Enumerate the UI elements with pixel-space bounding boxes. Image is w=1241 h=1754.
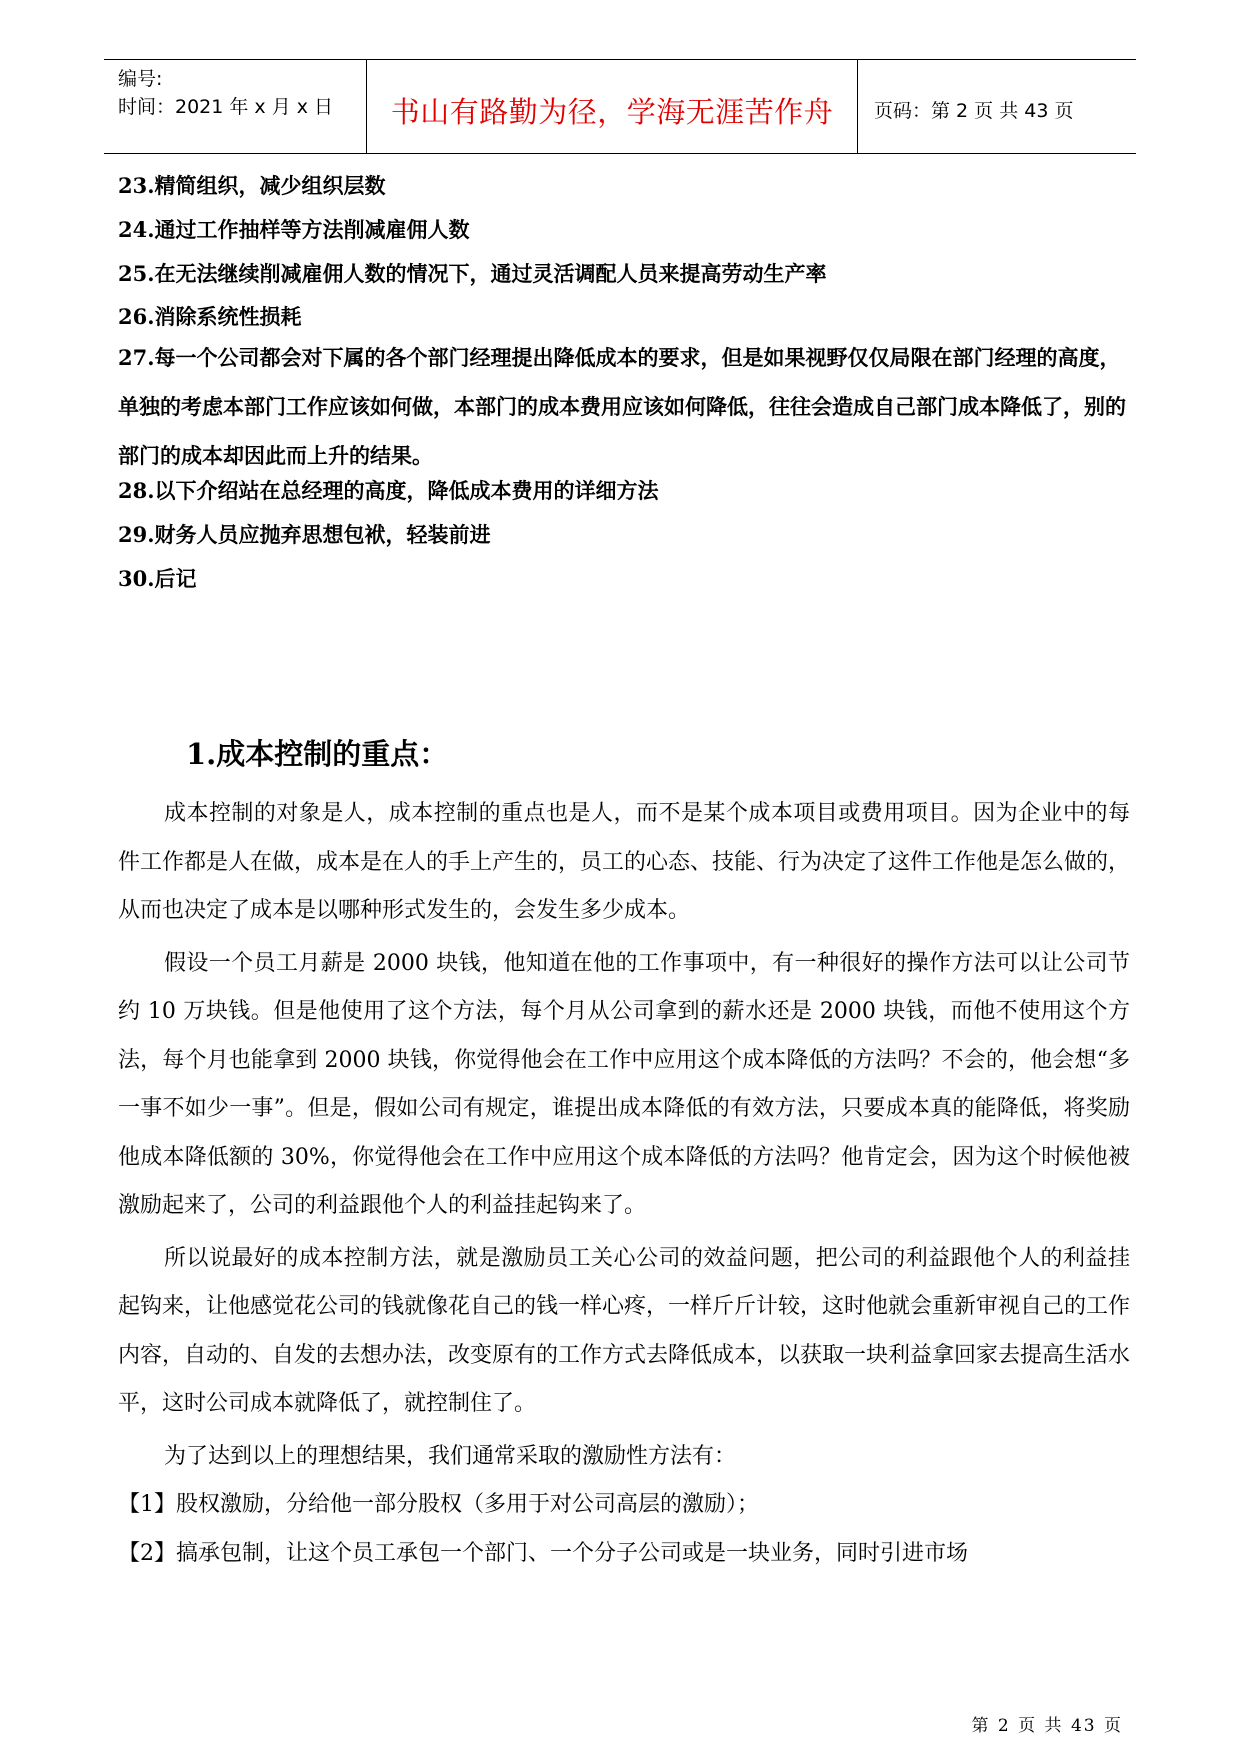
body-text: [118, 790, 1130, 1578]
toc-item: 28.以下介绍站在总经理的高度，降低成本费用的详细方法: [118, 478, 659, 503]
paragraph: 成本控制的对象是人，成本控制的重点也是人，而不是某个成本项目或费用项目。因为企业中的每件工作都是人在做，成本是在人的手上产生的，员工的心态、技能、行为决定了这件工作他是怎么做的，从而也决定了成本是以哪种形式发生的，会发生多少成本。: [118, 801, 1131, 923]
page-header: [104, 59, 1136, 154]
list-item: 【2】搞承包制，让这个员工承包一个部门、一个分子公司或是一块业务，同时引进市场: [118, 1540, 968, 1566]
page-footer: 第 2 页 共 43 页: [971, 1716, 1123, 1736]
toc-item: 23.精简组织，减少组织层数: [118, 173, 386, 198]
header-motto-cell: [367, 60, 858, 153]
header-left-cell: [104, 60, 367, 153]
toc-item: 27.每一个公司都会对下属的各个部门经理提出降低成本的要求，但是如果视野仅仅局限在部门经理的高度，单独的考虑本部门工作应该如何做，本部门的成本费用应该如何降低，往往会造成自己部门成本降低了，别的部门的成本却因此而上升的结果。: [118, 345, 1126, 468]
paragraph: 假设一个员工月薪是 2000 块钱，他知道在他的工作事项中，有一种很好的操作方法可以让公司节约 10 万块钱。但是他使用了这个方法，每个月从公司拿到的薪水还是 2000 块钱，而他不使用这个方法，每个月也能拿到 2000 块钱，你觉得他会在工作中应用这个成本降低的方法吗？不会的，他会想“多一事不如少一事”。但是，假如公司有规定，谁提出成本降低的有效方法，只要成本真的能降低，将奖励他成本降低额的 30%，你觉得他会在工作中应用这个成本降低的方法吗？他肯定会，因为这个时候他被激励起来了，公司的利益跟他个人的利益挂起钩来了。: [118, 950, 1130, 1218]
header-right-cell: [858, 60, 1136, 153]
document-number-label: 编号:: [118, 68, 163, 90]
toc-item: 24.通过工作抽样等方法削减雇佣人数: [118, 217, 470, 242]
document-time-label: 时间：2021 年 x 月 x 日: [118, 96, 334, 118]
section-heading: 1.成本控制的重点：: [186, 737, 449, 771]
list-item: 【1】股权激励，分给他一部分股权（多用于对公司高层的激励）；: [118, 1492, 759, 1517]
toc-item: 29.财务人员应抛弃思想包袱，轻装前进: [118, 522, 491, 547]
header-page-info: 页码：第 2 页 共 43 页: [874, 100, 1074, 122]
toc-item: 30.后记: [118, 566, 197, 591]
paragraph: 为了达到以上的理想结果，我们通常采取的激励性方法有：: [164, 1443, 737, 1469]
header-motto: 书山有路勤为径，学海无涯苦作舟: [390, 95, 834, 129]
toc-item: 25.在无法继续削减雇佣人数的情况下，通过灵活调配人员来提高劳动生产率: [118, 261, 827, 286]
toc-item: 26.消除系统性损耗: [118, 304, 302, 329]
paragraph: 所以说最好的成本控制方法，就是激励员工关心公司的效益问题，把公司的利益跟他个人的利益挂起钩来，让他感觉花公司的钱就像花自己的钱一样心疼，一样斤斤计较，这时他就会重新审视自己的工作内容，自动的、自发的去想办法，改变原有的工作方式去降低成本，以获取一块利益拿回家去提高生活水平，这时公司成本就降低了，就控制住了。: [118, 1245, 1131, 1416]
